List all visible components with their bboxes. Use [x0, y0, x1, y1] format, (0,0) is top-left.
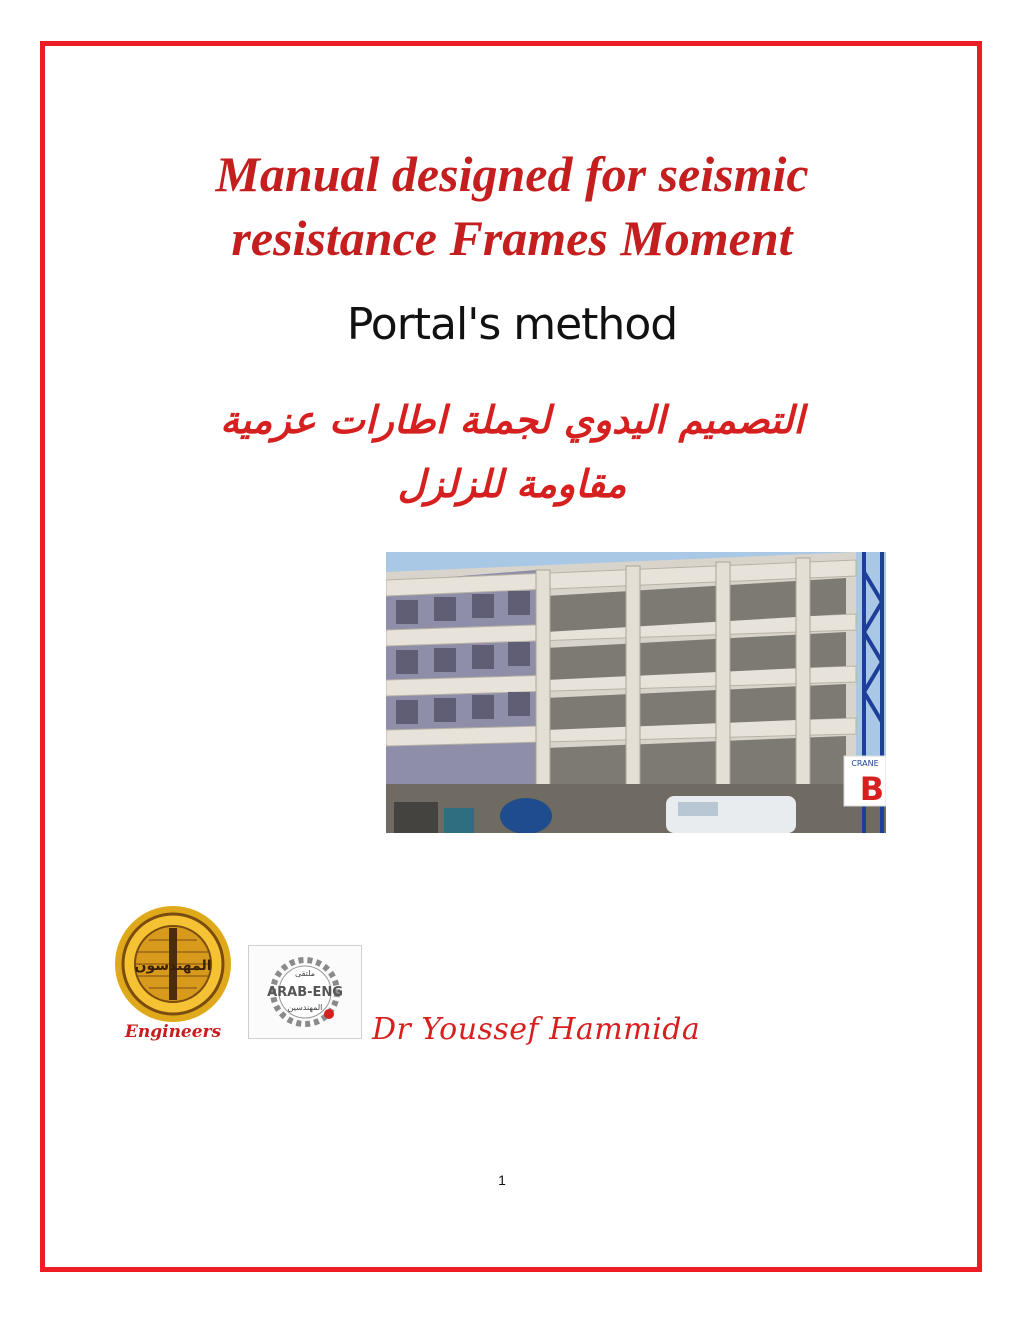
arabic-title-line-1: التصميم اليدوي لجملة اطارات عزمية [220, 398, 804, 442]
arabeng-arabic-bottom: المهندسين [287, 1003, 323, 1012]
engineers-label: Engineers [124, 1022, 222, 1042]
engineers-logo [105, 904, 241, 1044]
title-line-1: Manual designed for seismic [215, 146, 809, 202]
arabic-title-line-2: مقاومة للزلزل [397, 462, 627, 506]
arabeng-logo [248, 945, 362, 1039]
subtitle: Portal's method [346, 299, 678, 350]
author-name: Dr Youssef Hammida [372, 1012, 701, 1047]
crane-sign-label: CRANE [851, 759, 879, 768]
page-number: 1 [498, 1172, 506, 1188]
arabeng-label: ARAB-ENG [267, 985, 343, 1000]
arabeng-arabic-top: ملتقى [294, 969, 316, 978]
building-photo [386, 552, 886, 833]
sign-letter: B [859, 770, 885, 808]
title-line-2: resistance Frames Moment [231, 210, 793, 266]
engineers-arabic-label: المهندسون [134, 958, 212, 974]
